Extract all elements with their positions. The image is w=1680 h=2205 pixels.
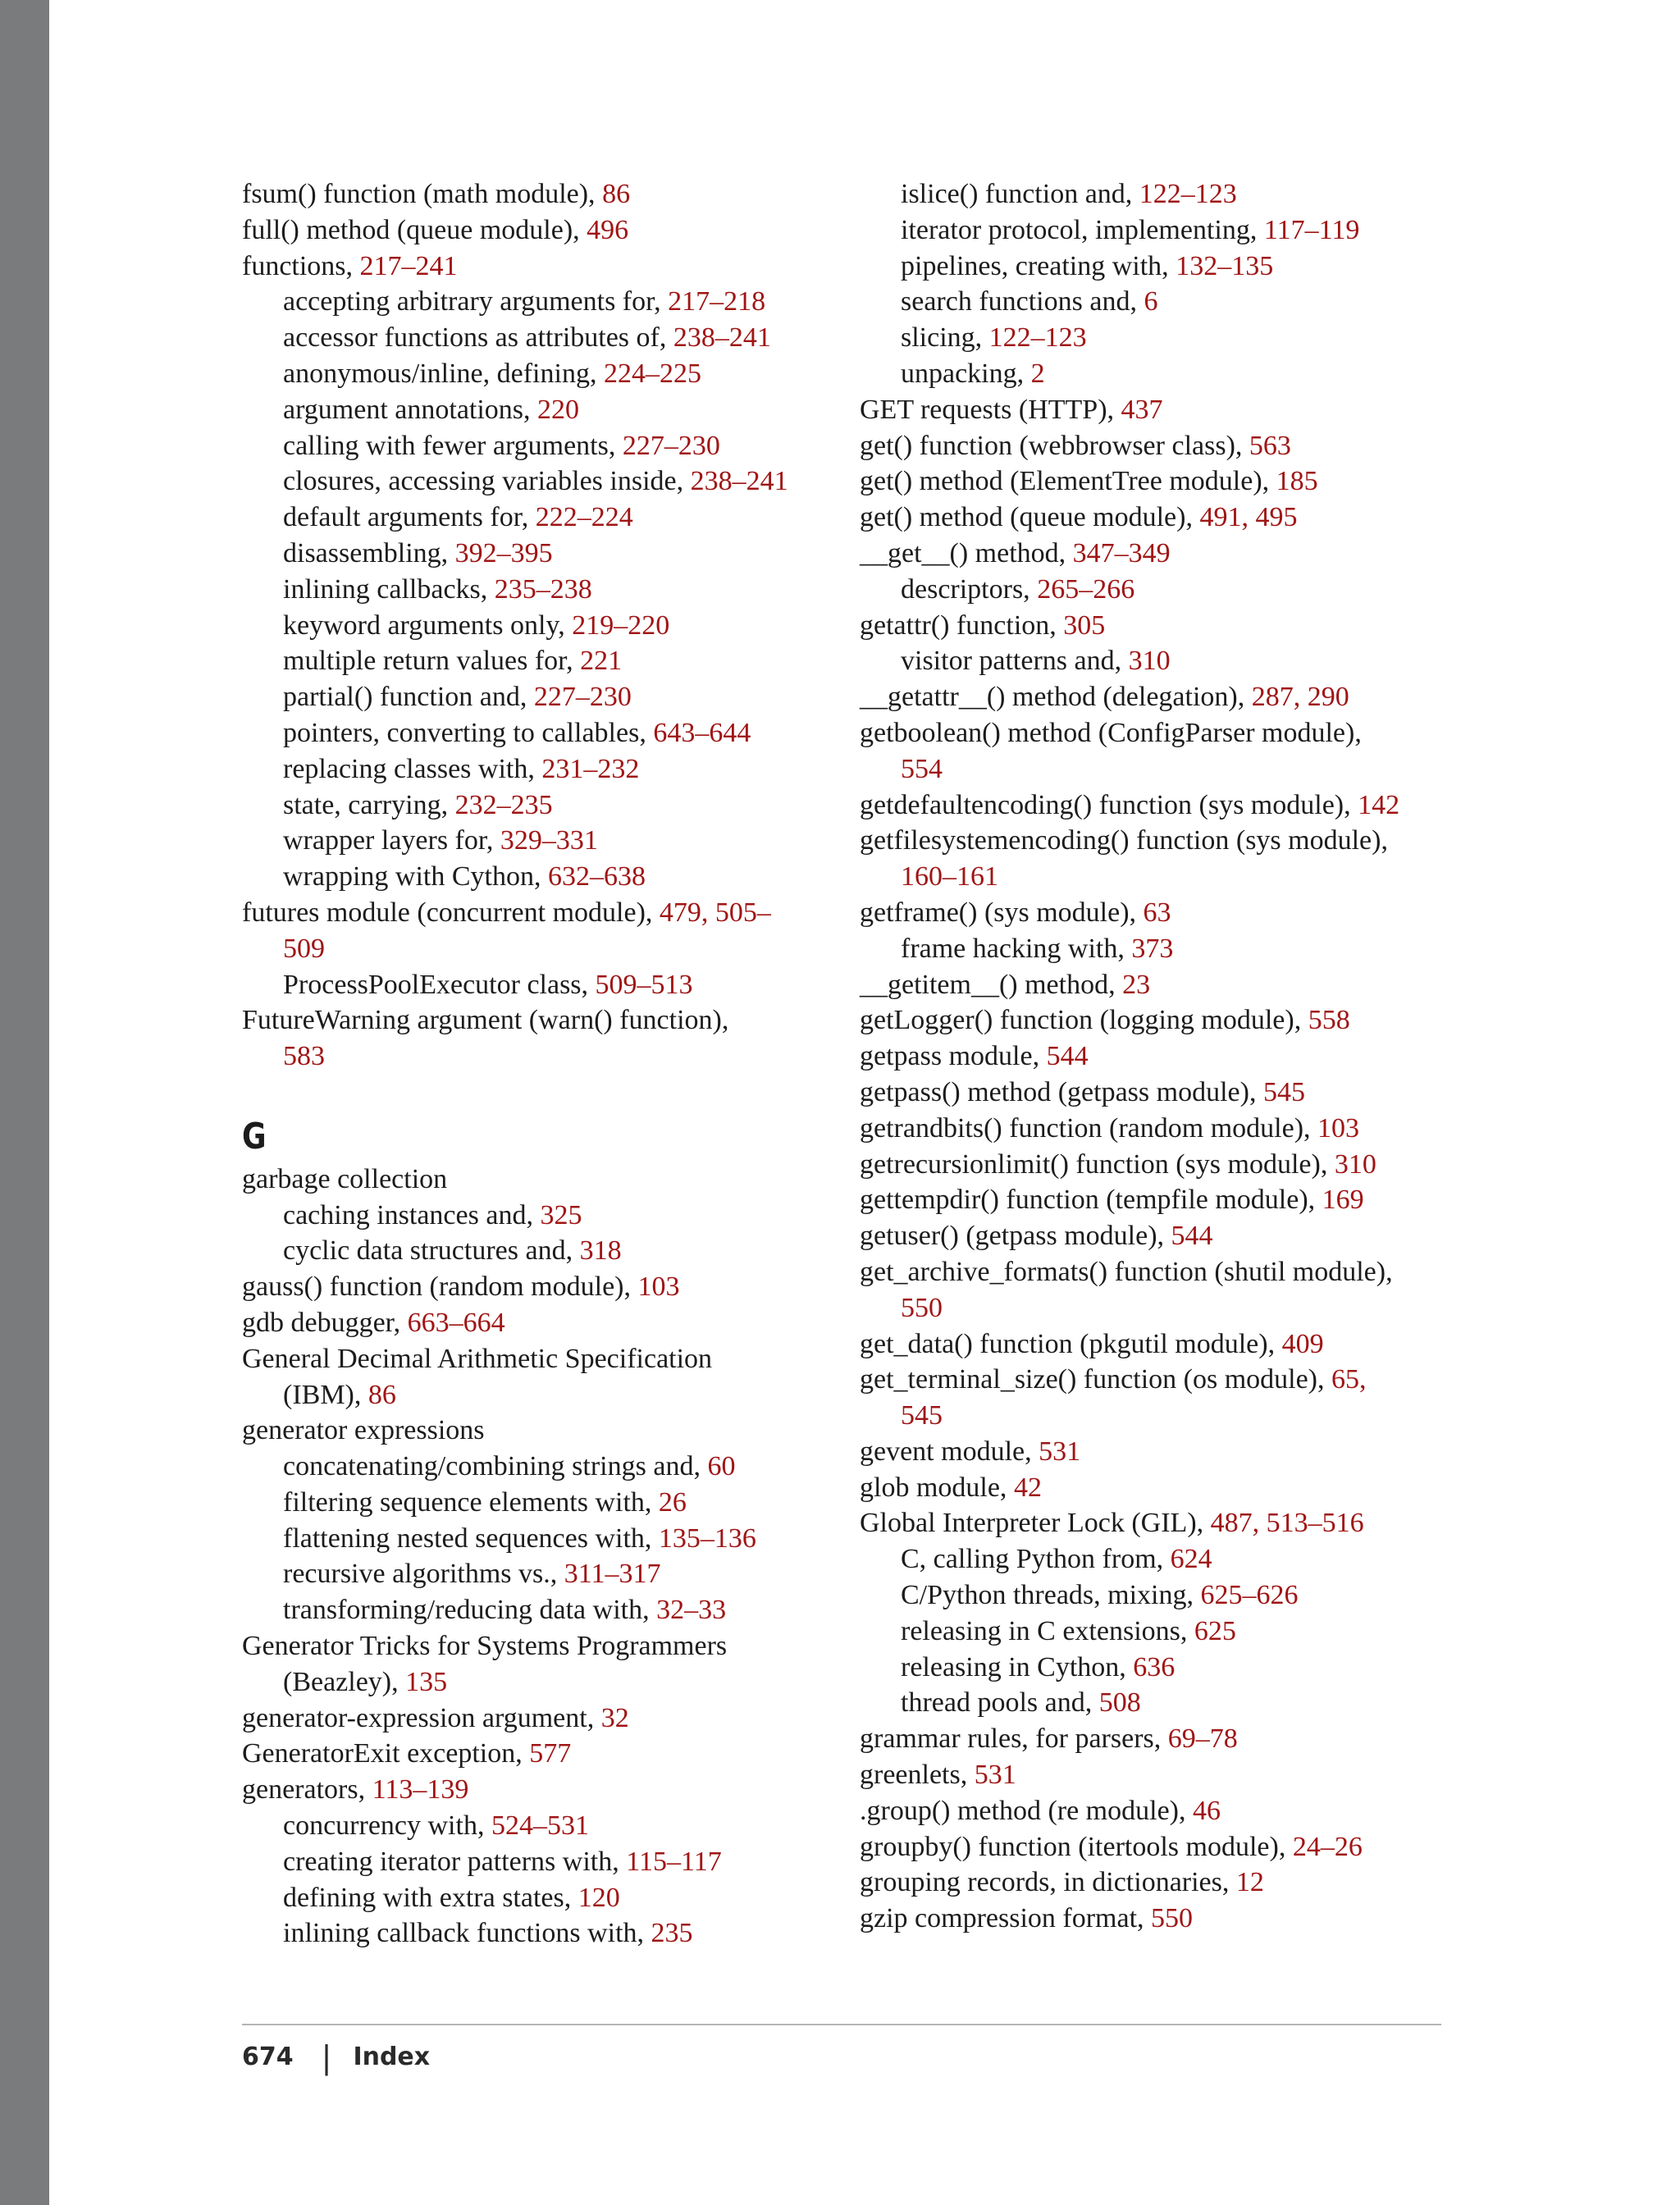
page-reference-link[interactable]: 235 [651,1918,693,1949]
page-reference-link[interactable]: 224–225 [603,358,701,389]
page-reference-link[interactable]: 142 [1358,789,1400,820]
index-term: gdb debugger, [242,1307,408,1338]
index-entry [860,715,1483,751]
page-reference-link[interactable]: 524–531 [491,1810,589,1842]
index-term: fsum() function (math module), [242,179,603,209]
index-term: creating iterator patterns with, [283,1846,627,1877]
index-subentry [242,751,865,788]
index-entry [242,249,865,285]
page-reference-link[interactable]: 310 [1128,646,1171,677]
index-term: gzip compression format, [860,1903,1152,1934]
page-reference-link[interactable]: 160–161 [901,861,998,892]
index-term: get() function (webbrowser class), [860,430,1249,461]
index-entry [860,967,1483,1003]
index-term: replacing classes with, [283,753,542,784]
index-entry [860,1901,1483,1937]
page-reference-link[interactable]: 132–135 [1176,250,1274,281]
index-term: frame hacking with, [901,933,1132,964]
index-subentry [242,1198,865,1234]
page-reference-link[interactable]: 531 [1039,1436,1081,1467]
index-subentry [860,1685,1483,1721]
index-term: C, calling Python from, [901,1544,1171,1575]
section-name: Index [353,2043,431,2071]
page-reference-link[interactable]: 347–349 [1072,537,1171,568]
index-entry [242,895,865,931]
index-column-left [242,176,865,1952]
index-term: getpass module, [860,1041,1047,1072]
index-entry [860,608,1483,644]
page-reference-link[interactable]: 531 [974,1760,1016,1791]
index-subentry [860,1650,1483,1686]
index-term: __getattr__() method (delegation), [860,682,1252,713]
index-term: thread pools and, [901,1687,1099,1719]
index-entry [242,1162,865,1198]
page-reference-link[interactable]: 32 [600,1702,629,1733]
index-subentry [860,212,1483,249]
index-entry [860,536,1483,572]
index-term: grouping records, in dictionaries, [860,1867,1236,1898]
page-reference-link[interactable]: 554 [901,753,943,784]
index-entry [860,1002,1483,1039]
index-subentry [242,715,865,751]
index-term: wrapper layers for, [283,825,500,856]
index-column-right [860,176,1483,1937]
index-subentry [860,249,1483,285]
index-entry [860,428,1483,464]
index-subentry [242,823,865,859]
index-term: glob module, [860,1472,1014,1503]
index-term: islice() function and, [901,179,1139,209]
page-reference-link[interactable]: 550 [901,1292,943,1323]
index-term: releasing in C extensions, [901,1615,1194,1646]
index-term: getattr() function, [860,609,1064,641]
index-term: getframe() (sys module), [860,897,1144,928]
page-reference-link[interactable]: 120 [578,1882,620,1913]
index-entry [242,1413,865,1449]
index-entry [242,1341,865,1377]
index-term: calling with fewer arguments, [283,430,623,461]
page-reference-link[interactable]: 103 [637,1271,680,1303]
index-term: pointers, converting to callables, [283,717,654,748]
page-reference-link[interactable]: 217–241 [359,250,458,281]
index-subentry [860,284,1483,320]
index-term: (Beazley), [283,1666,406,1697]
index-subentry [242,1880,865,1916]
page-reference-link[interactable]: 86 [602,179,631,209]
index-subentry [242,1844,865,1880]
index-subentry [860,176,1483,212]
index-entry [860,1757,1483,1793]
page-reference-link[interactable]: 221 [580,646,623,677]
index-term: getfilesystemencoding() function (sys module), [860,825,1388,856]
index-term: garbage collection [242,1163,448,1194]
index-term: __getitem__() method, [860,969,1123,1000]
page-reference-link[interactable]: 583 [283,1041,325,1072]
index-term: FutureWarning argument (warn() function), [242,1005,729,1036]
page-reference-link[interactable]: 325 [540,1199,582,1230]
page-reference-link[interactable]: 235–238 [494,573,592,605]
page-reference-link[interactable]: 219–220 [572,609,670,641]
page-number: 674 [242,2043,294,2071]
page-reference-link[interactable]: 563 [1249,430,1291,461]
page-reference-link[interactable]: 217–218 [668,286,766,317]
index-term: (IBM), [283,1379,368,1410]
index-subentry [242,788,865,824]
index-entry-continuation [242,931,865,967]
index-subentry [242,643,865,679]
index-term: disassembling, [283,537,455,568]
page-reference-link[interactable]: 222–224 [535,502,633,533]
index-term: Global Interpreter Lock (GIL), [860,1508,1211,1539]
page-edge-strip [0,0,49,2205]
index-term: getpass() method (getpass module), [860,1076,1263,1107]
footer-separator: | [321,2038,332,2075]
page-reference-link[interactable]: 544 [1171,1221,1213,1252]
index-term: gettempdir() function (tempfile module), [860,1185,1322,1216]
index-term: getrandbits() function (random module), [860,1112,1318,1144]
index-entry [860,392,1483,428]
index-term: multiple return values for, [283,646,581,677]
page-reference-link[interactable]: 122–123 [988,322,1087,354]
page-reference-link[interactable]: 487, 513–516 [1210,1508,1364,1539]
page-reference-link[interactable]: 232–235 [454,789,553,820]
page-reference-link[interactable]: 479, 505– [659,897,771,928]
page-reference-link[interactable]: 409 [1281,1328,1324,1359]
index-subentry [860,643,1483,679]
index-subentry [242,284,865,320]
page-reference-link[interactable]: 86 [368,1379,396,1410]
index-entry [242,1736,865,1772]
index-entry [860,1470,1483,1506]
page-reference-link[interactable]: 632–638 [547,861,646,892]
page-reference-link[interactable]: 6 [1144,286,1158,317]
index-term: gevent module, [860,1436,1039,1467]
index-term: wrapping with Cython, [283,861,548,892]
index-subentry [860,356,1483,392]
page-reference-link[interactable]: 310 [1334,1148,1376,1180]
page-reference-link[interactable]: 392–395 [454,537,553,568]
page-reference-link[interactable]: 122–123 [1139,179,1237,209]
page-reference-link[interactable]: 63 [1143,897,1171,928]
index-term: inlining callback functions with, [283,1918,651,1949]
index-term: getboolean() method (ConfigParser module), [860,717,1362,748]
index-subentry [242,356,865,392]
page-reference-link[interactable]: 509–513 [595,969,693,1000]
index-subentry [242,500,865,536]
index-term: grammar rules, for parsers, [860,1723,1168,1755]
page-reference-link[interactable]: 46 [1193,1795,1221,1826]
index-entry [860,1865,1483,1901]
index-term: caching instances and, [283,1199,541,1230]
index-entry [860,1829,1483,1865]
index-term: getLogger() function (logging module), [860,1005,1308,1036]
page-reference-link[interactable]: 42 [1013,1472,1042,1503]
page-reference-link[interactable]: 169 [1322,1185,1364,1216]
page-reference-link[interactable]: 287, 290 [1251,682,1349,713]
index-entry [242,1305,865,1341]
page-reference-link[interactable]: 437 [1121,394,1163,425]
page-reference-link[interactable]: 60 [707,1451,736,1482]
index-entry [860,1254,1483,1290]
page-reference-link[interactable]: 318 [579,1235,622,1267]
page-reference-link[interactable]: 625–626 [1200,1580,1299,1611]
page-reference-link[interactable]: 231–232 [541,753,640,784]
page-reference-link[interactable]: 227–230 [533,682,632,713]
index-subentry [242,1592,865,1628]
index-term: releasing in Cython, [901,1651,1134,1682]
index-subentry [860,320,1483,356]
index-term: concatenating/combining strings and, [283,1451,708,1482]
page-reference-link[interactable]: 311–317 [564,1559,661,1590]
index-entry [860,679,1483,715]
index-term: slicing, [901,322,989,354]
index-term: futures module (concurrent module), [242,897,660,928]
index-entry-continuation [860,1290,1483,1326]
index-term: greenlets, [860,1760,975,1791]
index-term: getuser() (getpass module), [860,1221,1171,1252]
page-reference-link[interactable]: 238–241 [690,466,788,497]
index-entry [242,212,865,249]
index-entry [242,1701,865,1737]
page-reference-link[interactable]: 624 [1170,1544,1212,1575]
page-reference-link[interactable]: 117–119 [1263,214,1360,245]
page-reference-link[interactable]: 558 [1308,1005,1350,1036]
index-term: groupby() function (itertools module), [860,1831,1293,1862]
index-term: closures, accessing variables inside, [283,466,691,497]
index-term: filtering sequence elements with, [283,1486,659,1518]
index-term: getdefaultencoding() function (sys module), [860,789,1358,820]
index-subentry [860,931,1483,967]
index-subentry [860,1614,1483,1650]
page-reference-link[interactable]: 625 [1194,1615,1236,1646]
index-entry [860,463,1483,500]
page-reference-link[interactable]: 491, 495 [1199,502,1298,533]
index-entry [242,1628,865,1664]
page-reference-link[interactable]: 305 [1063,609,1106,641]
index-entry [860,788,1483,824]
index-entry [860,895,1483,931]
index-subentry [860,572,1483,608]
index-entry-continuation [860,1398,1483,1434]
index-subentry [242,572,865,608]
page-reference-link[interactable]: 69–78 [1167,1723,1238,1755]
index-term: accessor functions as attributes of, [283,322,673,354]
index-subentry [242,428,865,464]
index-entry [860,1075,1483,1111]
page-reference-link[interactable]: 135 [405,1666,448,1697]
index-subentry [242,679,865,715]
index-term: visitor patterns and, [901,646,1129,677]
index-term: functions, [242,250,360,281]
index-term: defining with extra states, [283,1882,578,1913]
index-subentry [860,1577,1483,1614]
index-term: C/Python threads, mixing, [901,1580,1201,1611]
page-reference-link[interactable]: 550 [1151,1903,1194,1934]
index-term: descriptors, [901,573,1038,605]
index-letter-heading: G [242,1115,267,1157]
index-entry [860,1182,1483,1218]
page-reference-link[interactable]: 496 [587,214,629,245]
index-term: generator-expression argument, [242,1702,601,1733]
index-term: full() method (queue module), [242,214,587,245]
footer-rule [242,2024,1441,2025]
page-reference-link[interactable]: 115–117 [626,1846,722,1877]
index-term: generator expressions [242,1415,485,1446]
page-reference-link[interactable]: 329–331 [500,825,598,856]
index-term: get() method (ElementTree module), [860,466,1276,497]
index-entry [242,1269,865,1305]
index-term: flattening nested sequences with, [283,1522,659,1554]
index-subentry [242,536,865,572]
index-term: General Decimal Arithmetic Specification [242,1343,713,1374]
page-reference-link[interactable]: 509 [283,933,325,964]
index-entry [860,500,1483,536]
page-reference-link[interactable]: 545 [901,1400,943,1431]
index-subentry [860,1541,1483,1577]
index-entry-continuation [242,1664,865,1701]
index-entry [860,1793,1483,1829]
page-reference-link[interactable]: 663–664 [407,1307,505,1338]
index-term: anonymous/inline, defining, [283,358,604,389]
index-term: GeneratorExit exception, [242,1738,530,1769]
index-subentry [242,320,865,356]
index-subentry [242,859,865,895]
index-term: pipelines, creating with, [901,250,1176,281]
index-entry [242,176,865,212]
page-reference-link[interactable]: 12 [1235,1867,1264,1898]
page-footer [242,2038,431,2075]
page-reference-link[interactable]: 238–241 [673,322,771,354]
index-term: argument annotations, [283,394,538,425]
page-reference-link[interactable]: 545 [1262,1076,1305,1107]
index-term: gauss() function (random module), [242,1271,638,1303]
index-term: concurrency with, [283,1810,491,1842]
index-subentry [242,967,865,1003]
index-subentry [242,463,865,500]
index-term: search functions and, [901,286,1144,317]
index-term: keyword arguments only, [283,609,573,641]
index-term: partial() function and, [283,682,534,713]
index-term: accepting arbitrary arguments for, [283,286,669,317]
index-entry [860,1218,1483,1254]
page-reference-link[interactable]: 220 [537,394,580,425]
index-entry [242,1772,865,1808]
index-entry [860,1039,1483,1075]
index-term: recursive algorithms vs., [283,1559,564,1590]
section-spacer [242,1075,865,1111]
index-term: Generator Tricks for Systems Programmers [242,1631,728,1662]
page-reference-link[interactable]: 508 [1098,1687,1141,1719]
index-term: generators, [242,1774,372,1806]
index-entry [242,1002,865,1039]
index-entry [860,1434,1483,1470]
page-reference-link[interactable]: 135–136 [658,1522,756,1554]
index-entry-continuation [242,1377,865,1413]
index-entry [860,1362,1483,1398]
index-term: state, carrying, [283,789,455,820]
index-term: get_data() function (pkgutil module), [860,1328,1282,1359]
page-reference-link[interactable]: 26 [658,1486,687,1518]
index-entry [860,1721,1483,1757]
page-reference-link[interactable]: 643–644 [653,717,751,748]
page-reference-link[interactable]: 23 [1122,969,1151,1000]
index-subentry [242,1556,865,1592]
index-entry [860,1147,1483,1183]
page-reference-link[interactable]: 113–139 [372,1774,469,1806]
index-entry [860,1505,1483,1541]
index-term: .group() method (re module), [860,1795,1193,1826]
index-term: get() method (queue module), [860,502,1200,533]
page-reference-link[interactable]: 636 [1133,1651,1176,1682]
index-subentry [242,392,865,428]
index-subentry [242,1449,865,1485]
index-subentry [242,1808,865,1844]
index-entry-continuation [860,751,1483,788]
index-entry [860,1111,1483,1147]
index-term: get_archive_formats() function (shutil module), [860,1256,1393,1287]
page-reference-link[interactable]: 32–33 [656,1595,727,1626]
index-subentry [242,1485,865,1521]
page-reference-link[interactable]: 185 [1276,466,1318,497]
page-reference-link[interactable]: 227–230 [622,430,720,461]
page-reference-link[interactable]: 65, [1331,1364,1367,1395]
page-reference-link[interactable]: 24–26 [1292,1831,1363,1862]
index-term: inlining callbacks, [283,573,495,605]
index-term: cyclic data structures and, [283,1235,580,1267]
index-term: getrecursionlimit() function (sys module), [860,1148,1335,1180]
page-reference-link[interactable]: 544 [1046,1041,1089,1072]
index-subentry [242,1233,865,1269]
index-entry [860,823,1483,859]
index-term: default arguments for, [283,502,536,533]
index-subentry [242,1915,865,1952]
index-term: ProcessPoolExecutor class, [283,969,596,1000]
index-subentry [242,1521,865,1557]
index-term: unpacking, [901,358,1031,389]
index-term: get_terminal_size() function (os module), [860,1364,1331,1395]
index-term: __get__() method, [860,537,1073,568]
page-reference-link[interactable]: 577 [529,1738,572,1769]
page-reference-link[interactable]: 2 [1030,358,1045,389]
index-term: GET requests (HTTP), [860,394,1121,425]
page-reference-link[interactable]: 373 [1131,933,1174,964]
page-reference-link[interactable]: 103 [1317,1112,1360,1144]
index-term: transforming/reducing data with, [283,1595,657,1626]
index-subentry [242,608,865,644]
index-entry [860,1326,1483,1363]
index-entry-continuation [860,859,1483,895]
index-entry-continuation [242,1039,865,1075]
index-term: iterator protocol, implementing, [901,214,1264,245]
page-reference-link[interactable]: 265–266 [1037,573,1135,605]
